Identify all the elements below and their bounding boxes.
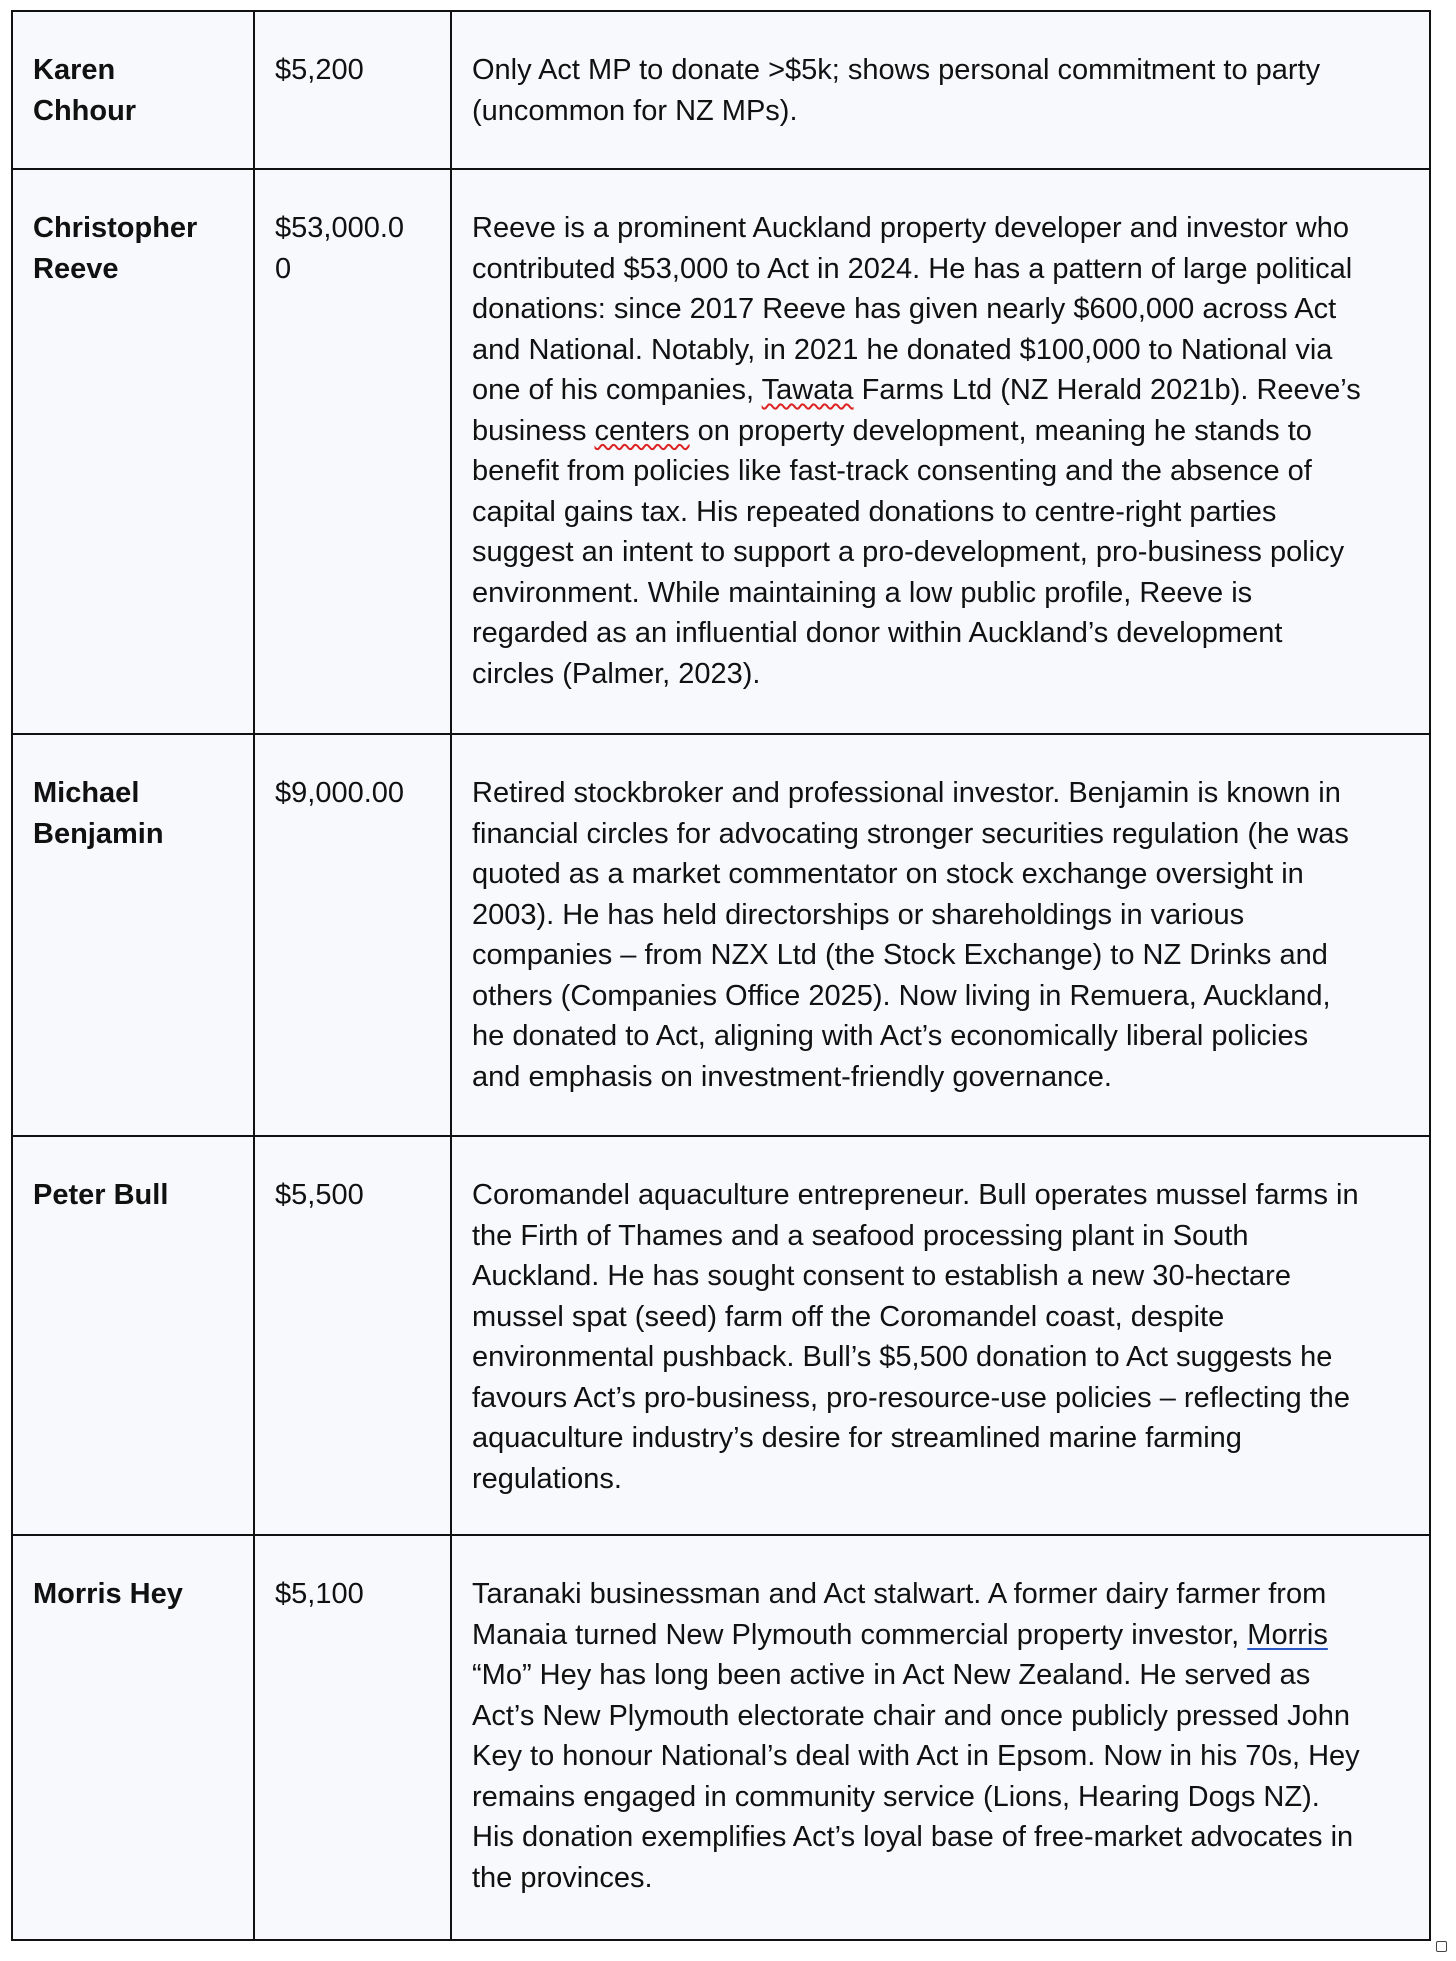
donor-description-cell-line: circles (Palmer, 2023). — [472, 657, 761, 690]
donor-description-cell-line: and National. Notably, in 2021 he donated $100,000 to National via — [472, 333, 1333, 366]
donor-name-cell-line: Reeve — [33, 252, 119, 285]
spelling-flag[interactable]: Tawata — [761, 374, 854, 406]
donor-description-cell-line: companies – from NZX Ltd (the Stock Exchange) to NZ Drinks and — [472, 939, 1328, 971]
donor-description-cell-line: Taranaki businessman and Act stalwart. A former dairy farmer from — [472, 1578, 1327, 1610]
text-segment: business — [472, 414, 595, 447]
donation-amount-cell-line: $9,000.00 — [275, 777, 405, 809]
donor-name-cell[interactable] — [12, 11, 254, 169]
donor-description-cell-line: financial circles for advocating stronger securities regulation (he was — [472, 817, 1349, 850]
donor-description-cell-line: quoted as a market commentator on stock exchange oversight in — [472, 858, 1304, 890]
donor-description-cell-line: aquaculture industry’s desire for streamlined marine farming — [472, 1422, 1242, 1454]
donor-description-cell-line: others (Companies Office 2025). Now living in Remuera, Auckland, — [472, 979, 1331, 1012]
donor-description-cell-line: contributed $53,000 to Act in 2024. He has a pattern of large political — [472, 252, 1353, 285]
donor-description-cell-line: regarded as an influential donor within Auckland’s development — [472, 617, 1283, 649]
text-segment: on property development, meaning he stands to — [689, 414, 1312, 447]
donor-description-cell-line: environment. While maintaining a low public profile, Reeve is — [472, 576, 1253, 609]
donation-amount-cell[interactable] — [254, 11, 451, 169]
grammar-flag[interactable]: Morris — [1247, 1618, 1328, 1651]
donor-description-cell-line: he donated to Act, aligning with Act’s economically liberal policies — [472, 1020, 1309, 1052]
donor-description-cell-line: donations: since 2017 Reeve has given nearly $600,000 across Act — [472, 293, 1337, 325]
donation-amount-cell-line: $5,100 — [275, 1578, 364, 1610]
table-row — [12, 734, 1430, 1136]
donor-name-cell-line: Benjamin — [33, 817, 164, 850]
donor-description-cell-line — [472, 370, 1429, 411]
donor-table-body — [12, 11, 1430, 1940]
donation-amount-cell-line: 0 — [275, 252, 292, 285]
donor-description-cell-line: environmental pushback. Bull’s $5,500 donation to Act suggests he — [472, 1341, 1333, 1373]
donor-description-cell-line: regulations. — [472, 1462, 622, 1495]
donor-description-cell-line: and emphasis on investment-friendly governance. — [472, 1060, 1112, 1093]
donor-description-cell-line: Key to honour National’s deal with Act in Epsom. Now in his 70s, Hey — [472, 1740, 1360, 1772]
donor-name-cell-line: Peter Bull — [33, 1179, 169, 1211]
donor-description-cell-line: capital gains tax. His repeated donations to centre-right parties — [472, 495, 1277, 528]
donation-amount-cell-line: $5,500 — [275, 1179, 364, 1211]
donor-description-cell-line: 2003). He has held directorships or shareholdings in various — [472, 898, 1245, 931]
donation-amount-cell-line: $53,000.0 — [275, 212, 405, 244]
donor-description-cell[interactable] — [451, 169, 1430, 734]
donor-name-cell-line: Christopher — [33, 212, 198, 244]
donor-name-cell-line: Karen — [33, 54, 116, 86]
text-segment: Farms Ltd (NZ Herald 2021b). Reeve’s — [853, 374, 1361, 406]
donor-description-cell[interactable] — [451, 1136, 1430, 1535]
donor-name-cell-line: Chhour — [33, 94, 137, 127]
donation-amount-cell[interactable] — [254, 1136, 451, 1535]
donor-description-cell[interactable] — [451, 11, 1430, 169]
donor-description-cell-line: Act’s New Plymouth electorate chair and once publicly pressed John — [472, 1699, 1350, 1732]
donor-description-cell[interactable] — [451, 1535, 1430, 1940]
donor-description-cell-line: Only Act MP to donate >$5k; shows personal commitment to party — [472, 54, 1321, 86]
donor-description-cell-line: remains engaged in community service (Lions, Hearing Dogs NZ). — [472, 1780, 1320, 1813]
donor-description-cell-line: favours Act’s pro-business, pro-resource-use policies – reflecting the — [472, 1381, 1350, 1414]
donor-name-cell[interactable] — [12, 1136, 254, 1535]
donor-name-cell-line: Michael — [33, 777, 140, 809]
donor-table — [11, 10, 1431, 1941]
spelling-flag[interactable]: centers — [594, 414, 690, 447]
table-row — [12, 1136, 1430, 1535]
donor-description-cell-line: “Mo” Hey has long been active in Act New Zealand. He served as — [472, 1659, 1311, 1691]
donation-amount-cell[interactable] — [254, 169, 451, 734]
donor-description-cell[interactable] — [451, 734, 1430, 1136]
donor-description-cell-line: the provinces. — [472, 1861, 653, 1894]
donor-description-cell-line: Auckland. He has sought consent to establish a new 30-hectare — [472, 1260, 1291, 1292]
donation-amount-cell-line: $5,200 — [275, 54, 364, 86]
donor-description-cell-line: mussel spat (seed) farm off the Coromandel coast, despite — [472, 1300, 1225, 1333]
table-resize-handle[interactable] — [1436, 1941, 1447, 1952]
table-row — [12, 1535, 1430, 1940]
donor-description-cell-line: benefit from policies like fast-track consenting and the absence of — [472, 455, 1312, 487]
donor-name-cell[interactable] — [12, 169, 254, 734]
donation-amount-cell[interactable] — [254, 1535, 451, 1940]
donation-amount-cell[interactable] — [254, 734, 451, 1136]
donor-description-cell-line: Retired stockbroker and professional investor. Benjamin is known in — [472, 777, 1341, 809]
donor-description-cell-line: Coromandel aquaculture entrepreneur. Bull operates mussel farms in — [472, 1179, 1359, 1211]
table-row — [12, 169, 1430, 734]
text-segment: Manaia turned New Plymouth commercial property investor, — [472, 1618, 1248, 1651]
donor-description-cell-line: suggest an intent to support a pro-development, pro-business policy — [472, 536, 1345, 568]
donor-description-cell-line: His donation exemplifies Act’s loyal base of free-market advocates in — [472, 1821, 1354, 1853]
donor-description-cell-line — [472, 411, 1429, 452]
donor-name-cell-line: Morris Hey — [33, 1578, 183, 1610]
donor-description-cell-line: Reeve is a prominent Auckland property developer and investor who — [472, 212, 1349, 244]
table-row — [12, 11, 1430, 169]
donor-description-cell-line — [472, 1615, 1429, 1656]
donor-name-cell[interactable] — [12, 1535, 254, 1940]
donor-description-cell-line: (uncommon for NZ MPs). — [472, 94, 798, 127]
text-segment: one of his companies, — [472, 374, 762, 406]
donor-name-cell[interactable] — [12, 734, 254, 1136]
donor-description-cell-line: the Firth of Thames and a seafood processing plant in South — [472, 1219, 1249, 1252]
